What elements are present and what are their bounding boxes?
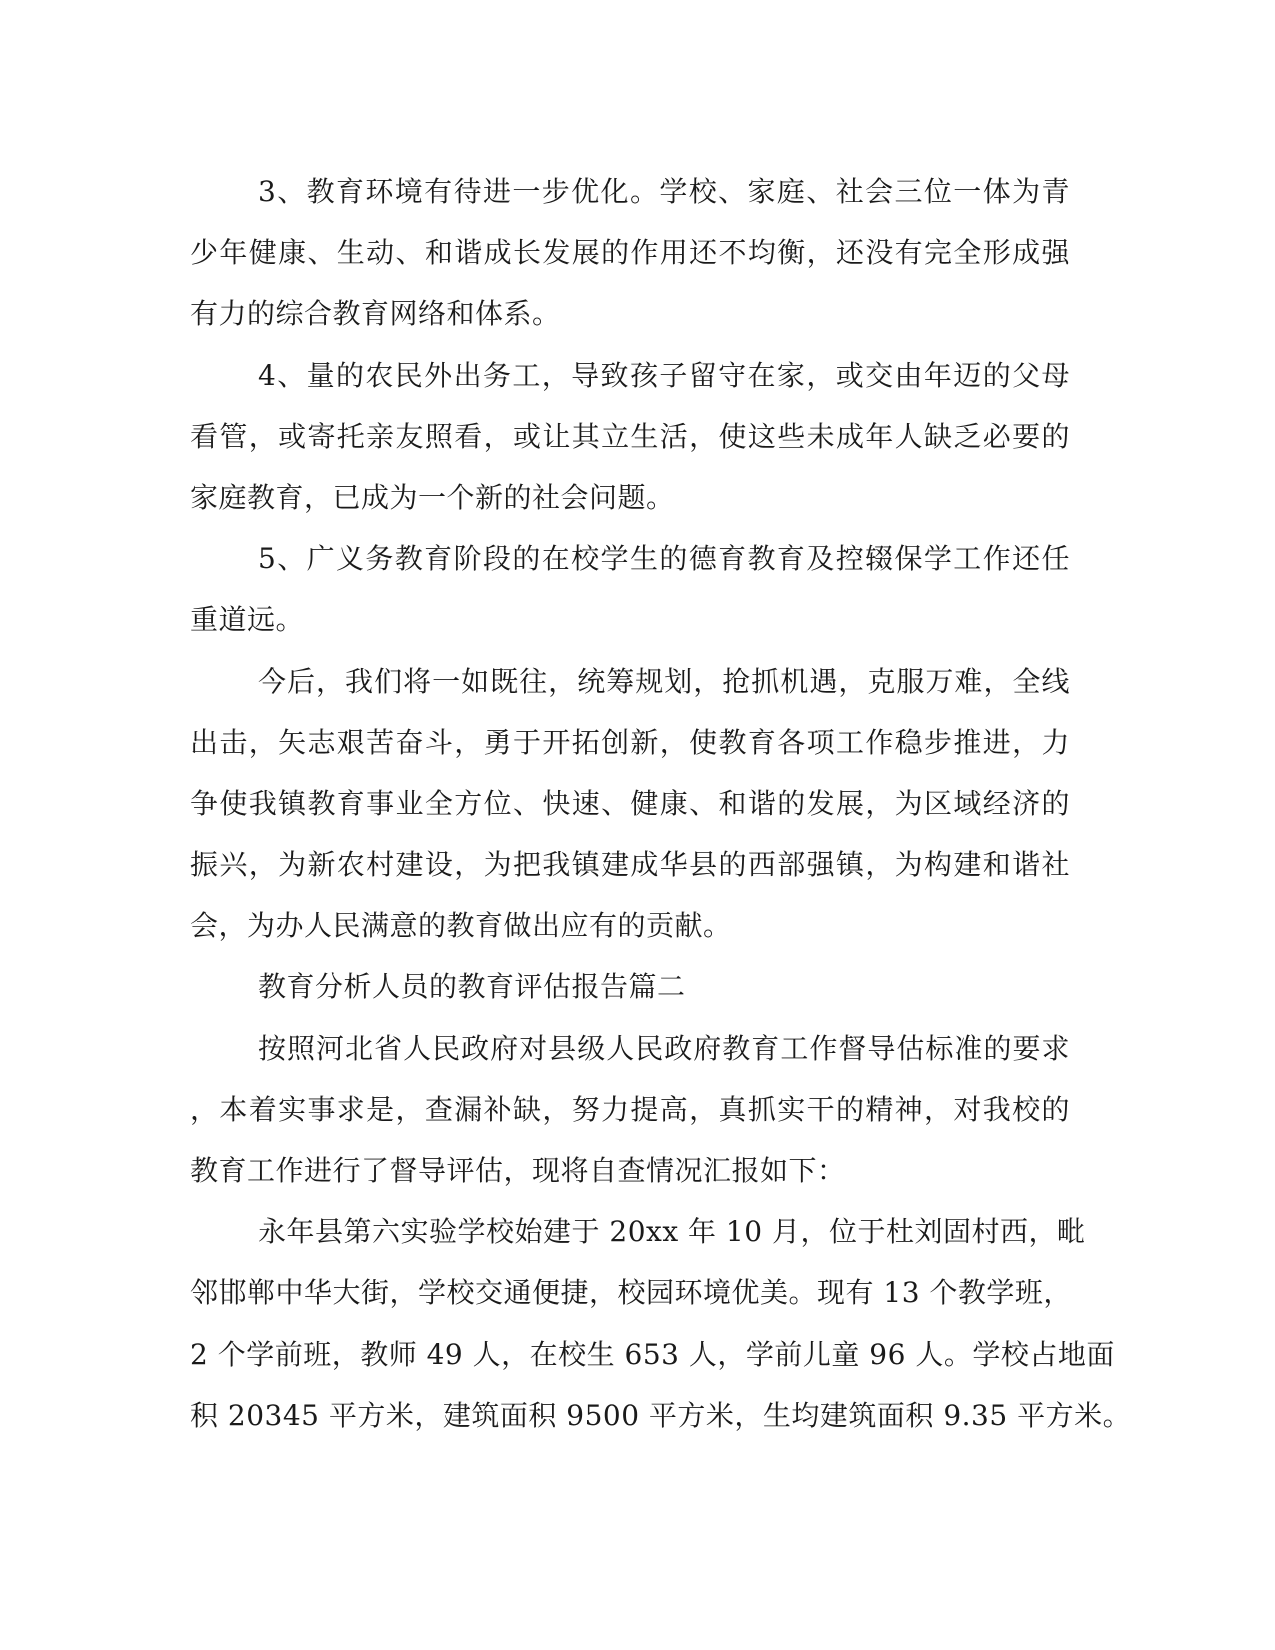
text-line: ，本着实事求是，查漏补缺，努力提高，真抓实干的精神，对我校的 [190,1092,1070,1126]
text-line: 家庭教育，已成为一个新的社会问题。 [190,480,675,514]
text-line: 振兴，为新农村建设，为把我镇建成华县的西部强镇，为构建和谐社 [190,848,1070,882]
text-line: 3、教育环境有待进一步优化。学校、家庭、社会三位一体为青 [258,175,1070,208]
document-body [190,161,1132,1446]
text-line: 教育工作进行了督导评估，现将自查情况汇报如下： [190,1154,846,1187]
text-line: 4、量的农民外出务工，导致孩子留守在家，或交由年迈的父母 [258,358,1070,392]
section-heading: 教育分析人员的教育评估报告篇二 [258,970,686,1004]
text-line: 会，为办人民满意的教育做出应有的贡献。 [190,909,732,943]
text-line: 积 20345 平方米，建筑面积 9500 平方米，生均建筑面积 9.35 平方米。 [190,1398,1132,1432]
text-line: 5、广义务教育阶段的在校学生的德育教育及控辍保学工作还任 [258,542,1070,576]
text-line: 重道远。 [190,603,305,637]
text-line: 出击，矢志艰苦奋斗，勇于开拓创新，使教育各项工作稳步推进，力 [190,725,1070,759]
text-line: 2 个学前班，教师 49 人，在校生 653 人，学前儿童 96 人。学校占地面 [190,1337,1115,1371]
text-line: 有力的综合教育网络和体系。 [190,297,561,331]
text-line: 按照河北省人民政府对县级人民政府教育工作督导估标准的要求 [258,1031,1070,1065]
text-line: 争使我镇教育事业全方位、快速、健康、和谐的发展，为区域经济的 [190,786,1070,820]
text-line: 永年县第六实验学校始建于 20xx 年 10 月，位于杜刘固村西，毗 [258,1215,1086,1249]
text-line: 今后，我们将一如既往，统筹规划，抢抓机遇，克服万难，全线 [258,664,1070,698]
text-line: 邻邯郸中华大街，学校交通便捷，校园环境优美。现有 13 个教学班， [190,1276,1072,1310]
text-line: 看管，或寄托亲友照看，或让其立生活，使这些未成年人缺乏必要的 [190,419,1070,453]
text-line: 少年健康、生动、和谐成长发展的作用还不均衡，还没有完全形成强 [190,236,1070,270]
